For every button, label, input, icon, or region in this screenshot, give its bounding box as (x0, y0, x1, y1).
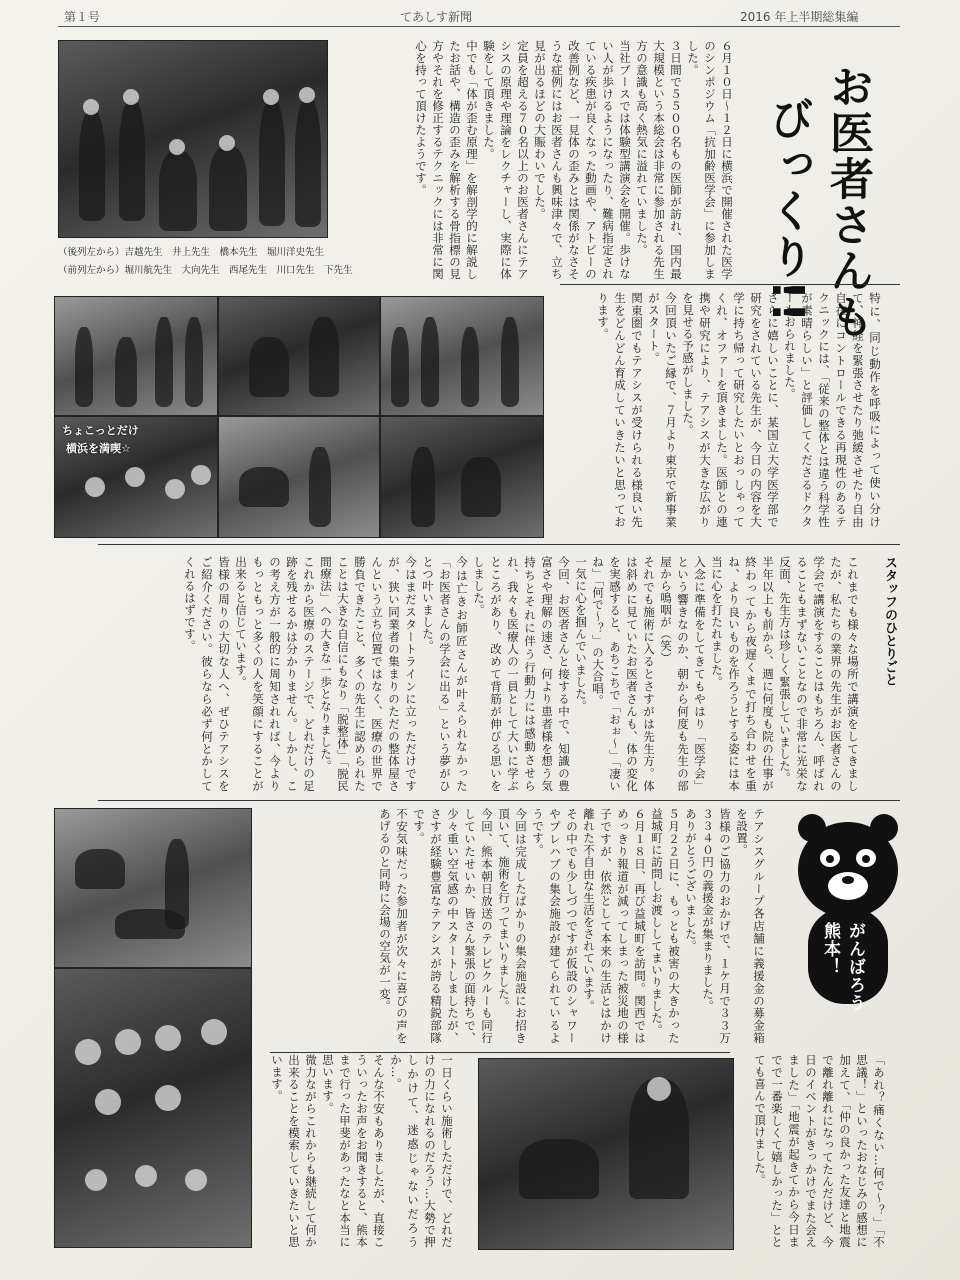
kumamoto-p9: 不安気味だった参加者が次々に喜びの声をあげるのと同時に会場の空気が一変。 (378, 808, 409, 1044)
staff-body (60, 556, 878, 792)
group-photo (58, 40, 328, 238)
article1-body (340, 40, 752, 280)
staff-p5: 一気に心を掴んでいました。 (574, 556, 588, 712)
divider-kumamoto (98, 800, 900, 801)
kumamoto-p5: ６月１８日、再び益城町を訪問。関西ではめっきり報道が減ってしまった被災地の様子ですが、依然として本来の生活とはかけ離れた不自由な生活をされています。 (582, 808, 647, 1044)
kumamoto-p2: 皆様のご協力のおかげで、１ケ月で３３万３３４０円の義援金が集まりました。 (701, 808, 732, 1044)
staff-p3: 入念に準備をしてきてもやはり「医学会」という響きなのか、朝から何度も先生の部屋から鳴咽が（笑） (659, 556, 707, 792)
issue-number: 第１号 (64, 10, 101, 24)
divider-article1 (560, 284, 900, 285)
collage-overlay-line2: 横浜を満喫☆ (66, 442, 131, 455)
kumamoto-p6: その中でも少しづつですが仮設のシャワーやプレハブの集会施設が建てられているようです。 (531, 808, 579, 1044)
article1-p1: ６月１０日〜１２日に横浜で開催された医学のシンポジウム「抗加齢医学会」に参加しました。 (686, 40, 734, 280)
kumamoto-p11: 一日くらい施術しただけで、どれだけの力になれるのだろう…大勢で押しかけて、迷惑じゃないだろうか…。 (389, 1054, 454, 1248)
kumamoto-p8: 今回、熊本朝日放送のテレビクルーも同行していたせいか、皆さん緊張の面持ちで、少々重い空気感の中スタートしましたが、さすが経験豊富なテアシスが誇る精鋭部隊です。 (412, 808, 494, 1044)
staff-p9: これから医療のステージで、どれだけの足跡を残せるかは分かりません。しかし、この考え方が一般的に周知されれば、今よりもっともっと多くの人を笑顔にすることが出来ると信じています。 (234, 556, 316, 792)
article1-p5: 中でも「体が歪む原理」を解剖学的に解説したお話や、構造の歪みを解析する骨指標の見方やそれを修正するテクニックには非常に関心を持って頂けたようです。 (414, 40, 479, 280)
kumamoto-p1: テアシスグループ各店舗に義援金の募金箱を設置。 (735, 808, 766, 1044)
kumamoto-p7: 今回は完成したばかりの集会施設にお招き頂いて、施術を行ってまいりました。 (497, 808, 528, 1044)
article1-cont-p4: 関東圏でもテアシスが受けられる様良い先生をどんどん育成していきたいと思っております。 (596, 292, 644, 528)
staff-p1: これまでも様々な場所で講演をしてきましたが、私たちの業界の先生がお医者さんの学会で講演をすることはもちろん、呼ばれることもまずないことなので非常に光栄な反面、先生方は珍しく緊張していました。 (778, 556, 860, 792)
article1-p2: ３日間で５５００名もの医師が訪れ、国内最大規模という本総会は非常に参加される先生方の意識も高く熱気に溢れていました。 (635, 40, 683, 280)
paper-name: てあしす新聞 (400, 10, 473, 24)
staff-p6: 今回、お医者さんと接する中で、知識の豊富さや理解の速さ、何より患者様を想う気持ちとそれに伴う行動力には感動させられ、我々も医療人の一員として大いに学ぶところがあり、改めて背筋が伸びる思いをしました。 (472, 556, 571, 792)
kumamoto-p4: ５月２２日に、もっとも被害の大きかった益城町に訪問しお渡ししてまいりました。 (650, 808, 681, 1044)
kumamoto-p13: 微力ながらこれからも継続して何か出来ることを模索していきたいと思います。 (270, 1054, 318, 1248)
article1-p4: 定員を超える７０名以上のお医者さんにテアシスの原理や理論をレクチャーし、実際に体験をして頂きました。 (482, 40, 530, 280)
collage-photo-6 (380, 416, 544, 538)
staff-p7: 今は亡きお師匠さんが叶えられなかった「お医者さんの学会に出る」という夢がひとつ叶いました。 (421, 556, 469, 792)
header-rule (58, 26, 900, 27)
kumamoto-p3: ありがとうございました。 (684, 808, 698, 952)
collage-photo-1 (54, 296, 218, 416)
headline-line2: びっくり!! (762, 96, 813, 325)
kumamoto-badge: がんばろう熊本！ (820, 922, 865, 1012)
staff-p4: それでも施術に入るとさすがは先生方。体は斜めに見ていたお医者さんも、体の変化を実感すると、あちこちで「おぉ〜」「凄いね」「何で〜？」の大合唱。 (591, 556, 656, 792)
article1-cont-p2: さらに嬉しいことに、某国立大学医学部で研究をされている先生が、今日の内容を大学に持ち帰って研究したいとおっしゃってくれ、オファーを頂きました。医師との連携や研究により、テアシスが大きな広がりを見せる予感がしました。 (681, 292, 780, 528)
article1-cont-p3: 今回頂いたご縁で、７月より東京で新事業がスタート。 (647, 292, 678, 528)
kumamoto-group-photo (54, 968, 252, 1248)
kumamoto-body-1 (256, 808, 784, 1044)
caption-back-row: （後列左から）吉越先生 井上先生 橋本先生 堀川洋史先生 (58, 247, 325, 258)
collage-photo-5 (218, 416, 380, 538)
article1-cont-body (556, 292, 900, 528)
treatment-photo (478, 1058, 734, 1250)
edition-label: 2016 年上半期総集編 (740, 10, 859, 24)
staff-p2: 半年以上も前から、週に何度も院の仕事が終わってから夜遅くまで打ち合わせを重ね、より良いものを作ろうとする姿には本当に心を打たれました。 (710, 556, 775, 792)
staff-p10: 皆様の周りの大切な人へ、ぜひテアシスをご紹介ください。彼らなら必ず何とかしてくれるはずです。 (183, 556, 231, 792)
headline-line1: お医者さんも (822, 64, 873, 340)
collage-overlay-line1: ちょこっとだけ (62, 424, 139, 437)
caption-front-row: （前列左から）堀川航先生 大向先生 西尾先生 川口先生 下先生 (58, 265, 353, 276)
article1-cont-p1: 特に、同じ動作を呼吸によって使い分けて、神経を緊張させたり弛緩させたり自由自在にコントロールできる再現性のあるテクニックには、「従来の整体とは違う科学性が素晴らしい」と評価してくださるドクターもおられました。 (783, 292, 882, 528)
article1-p3: 当社ブースでは体験型講演会を開催。歩けない人が歩けるようになったり、難病指定されている疾患が良くなった動画や、アトピーの改善例など、一見体の歪みとは関係がなさそうな症例にはお医者さんも興味津々で、立ち見が出るほどの大賑わいでした。 (533, 40, 632, 280)
kumamoto-body-2 (740, 1054, 904, 1248)
collage-photo-2 (218, 296, 380, 416)
kumamoto-p10: 「あれ？痛くない…何で〜？」「不思議！」といったおなじみの感想に加えて、「仲の良かった友達と地震で離れ離れになってたんだけど、今日のイベントがきっかけでまた会えました」「地震が起きてから今日までで一番楽しくて嬉しかった」ととても喜んで頂けました。 (753, 1054, 886, 1248)
divider-lower (270, 1052, 730, 1053)
divider-staff (98, 544, 900, 545)
staff-p8: 今はまだスタートラインに立っただけですが、狭い同業者の集まりのただの整体屋さんという立ち位置ではなく、医療の世界で勝負できたこと、多くの先生に認められたことは大きな自信にもなり「脱整体」「脱民間療法」への大きな一歩となりました。 (319, 556, 418, 792)
collage-photo-3 (380, 296, 544, 416)
kumamoto-body-3 (262, 1054, 472, 1248)
kumamoto-photo-1 (54, 808, 252, 968)
kumamoto-p12: そんな不安もありましたが、直接こういったお声をお聞きすると、熊本まで行った甲斐があったなと本当に思います。 (321, 1054, 386, 1248)
staff-heading: スタッフのひとりごと (882, 556, 897, 686)
